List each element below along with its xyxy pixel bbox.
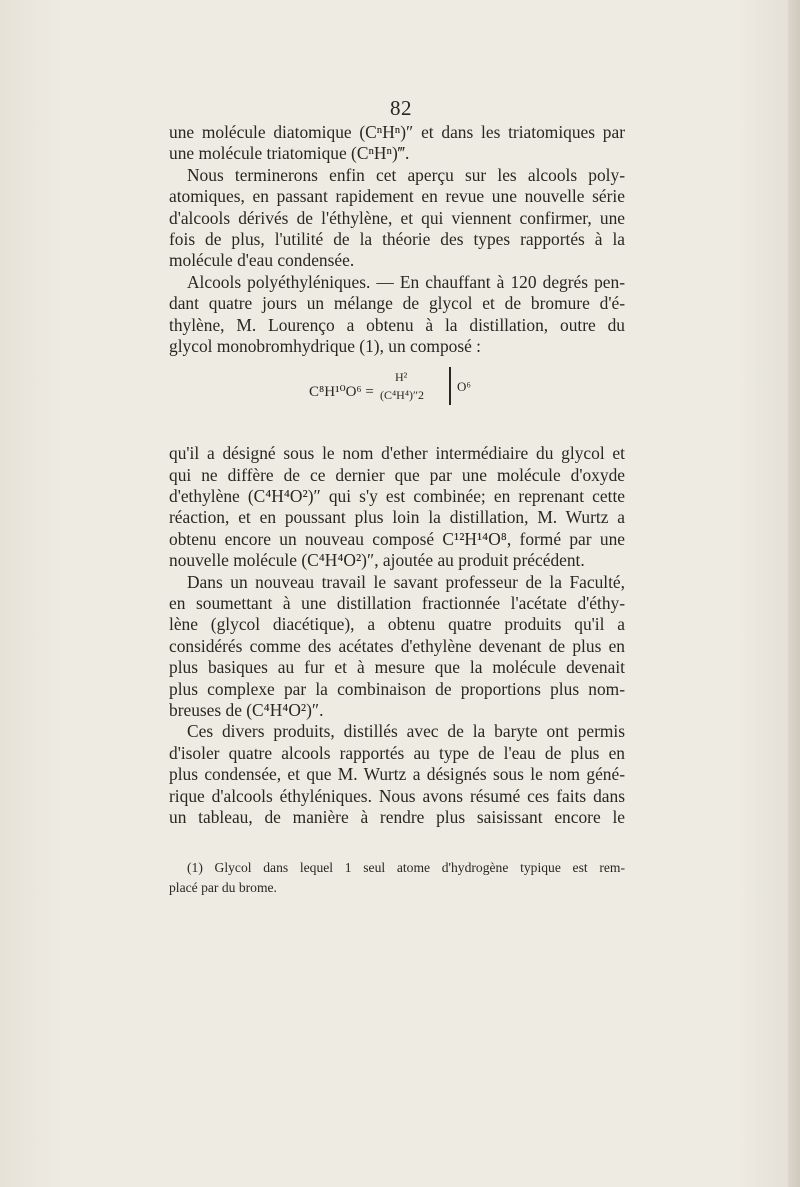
text-line: dant quatre jours un mélange de glycol et de bromure d'é- [169,293,625,314]
formula-right-side: O⁶ [457,379,471,395]
text-line: une molécule triatomique (CⁿHⁿ)‴. [169,143,410,164]
text-line: un tableau, de manière à rendre plus saisissant encore le [169,806,625,827]
formula-left-side: C⁸H¹⁰O⁶ = [309,384,374,401]
formula-denominator: (C⁴H⁴)″2 [380,388,425,403]
text-line: qui ne diffère de ce dernier que par une molécule d'oxyde [169,464,625,485]
text-line: atomiques, en passant rapidement en revue une nouvelle série [169,186,625,207]
text-line: lène (glycol diacétique), a obtenu quatre produits qu'il a [169,614,625,635]
text-line: molécule d'eau condensée. [169,250,355,271]
text-line: d'ethylène (C⁴H⁴O²)″ qui s'y est combinée; en reprenant cette [169,486,625,507]
text-line: glycol monobromhydrique (1), un composé : [169,335,482,356]
paragraphs-after-formula [169,443,625,828]
text-line: en soumettant à une distillation fractionnée l'acétate d'éthy- [169,593,625,614]
text-line: fois de plus, l'utilité de la théorie des types rapportés à la [169,228,625,249]
text-line: Alcools polyéthyléniques. — En chauffant à 120 degrés pen- [187,271,625,292]
text-line: considérés comme des acétates d'ethylène devenant de plus en [169,635,625,656]
body-text [169,122,625,828]
text-line: nouvelle molécule (C⁴H⁴O²)″, ajoutée au produit précédent. [169,550,585,571]
page-number: 82 [390,96,412,120]
page-edge [788,0,800,1187]
text-line: réaction, et en poussant plus loin la distillation, M. Wurtz a [169,507,625,528]
formula-numerator: H² [395,370,408,385]
text-line: d'alcools dérivés de l'éthylène, et qui viennent confirmer, une [169,207,625,228]
chemical-formula [169,357,625,443]
formula-divider [449,367,451,405]
text-line: Dans un nouveau travail le savant professeur de la Faculté, [187,571,625,592]
text-line: thylène, M. Lourenço a obtenu à la distillation, outre du [169,314,625,335]
text-line: plus basiques au fur et à mesure que la molécule devenait [169,657,625,678]
footnote-line-1: (1) Glycol dans lequel 1 seul atome d'hydrogène typique est rem- [187,860,625,875]
text-line: obtenu encore un nouveau composé C¹²H¹⁴O⁸, formé par une [169,528,625,549]
paragraphs-before-formula [169,122,625,357]
text-line: breuses de (C⁴H⁴O²)″. [169,699,324,720]
text-line: d'isoler quatre alcools rapportés au type de l'eau de plus en [169,742,625,763]
text-line: Ces divers produits, distillés avec de la baryte ont permis [187,721,625,742]
text-line: qu'il a désigné sous le nom d'ether intermédiaire du glycol et [169,443,625,464]
text-line: plus condensée, et que M. Wurtz a désignés sous le nom géné- [169,764,625,785]
text-line: Nous terminerons enfin cet aperçu sur les alcools poly- [187,164,625,185]
text-line: une molécule diatomique (CⁿHⁿ)″ et dans les triatomiques par [169,122,625,142]
text-line: rique d'alcools éthyléniques. Nous avons résumé ces faits dans [169,785,625,806]
footnote-line-2: placé par du brome. [169,880,277,895]
footnote [169,858,625,898]
text-line: plus complexe par la combinaison de proportions plus nom- [169,678,625,699]
